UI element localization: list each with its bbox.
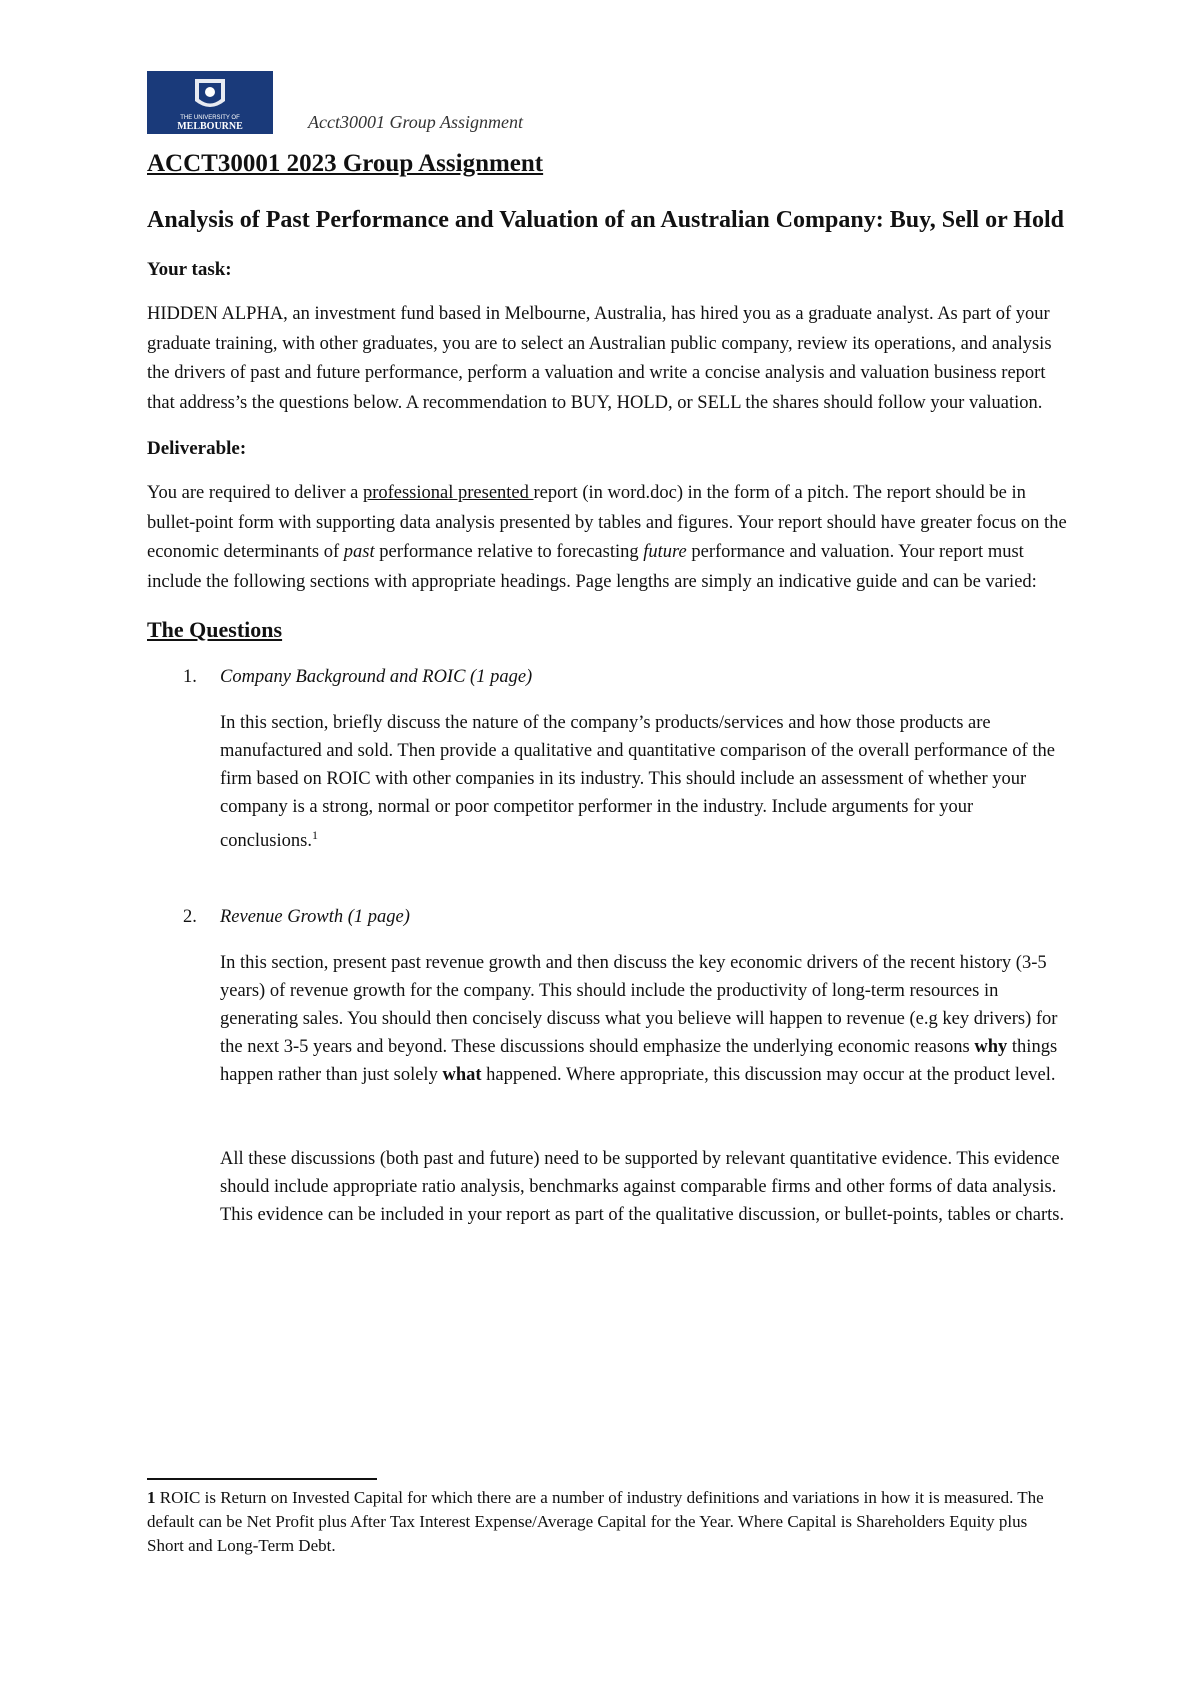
task-label: Your task: [147, 259, 232, 280]
task-paragraph: HIDDEN ALPHA, an investment fund based in Melbourne, Australia, has hired you as a graduate analyst. As part of your graduate training, with other graduates, you are to select an Australian public company, review its operations, and analysis the drivers of past and future performance, perform a valuation and write a concise analysis and valuation business report that address’s the questions below. A recommendation to BUY, HOLD, or SELL the shares should follow your valuation. [147, 304, 1052, 413]
deliverable-italic-future: future [643, 542, 687, 562]
document-body [147, 148, 1067, 1269]
footnote-divider [147, 1478, 377, 1480]
logo-text-bottom: MELBOURNE [177, 121, 243, 132]
bold-why: why [974, 1037, 1008, 1058]
question-title: Revenue Growth (1 page) [220, 907, 410, 928]
question-title: Company Background and ROIC (1 page) [220, 667, 533, 687]
question-body [220, 709, 1067, 855]
question-body-text: In this section, briefly discuss the nature of the company’s products/services and how those products are manufactured and sold. Then provide a qualitative and quantitative comparison of the overall performance of the firm based on ROIC with other companies in its industry. This should include an assessment of whether your company is a strong, normal or poor competitor performer in the industry. Include arguments for your conclusions. [220, 713, 1055, 852]
document-title: ACCT30001 2023 Group Assignment [147, 150, 544, 177]
footnote-ref: 1 [311, 828, 318, 842]
footnote-number: 1 [147, 1488, 156, 1507]
university-logo [147, 71, 273, 134]
question-item [147, 663, 1067, 855]
deliverable-text-2: report (in word.doc) in the form of a pitch. The report should be in bullet-point form with supporting data analysis presented by tables and figures. Your report should have greater focus on the economic determinants of [147, 483, 1067, 562]
deliverable-label: Deliverable: [147, 438, 247, 459]
question-body [220, 949, 1067, 1089]
crest-icon [147, 71, 273, 134]
question-number: 2. [183, 907, 197, 928]
question-heading [147, 903, 1067, 931]
bold-what: what [442, 1065, 482, 1086]
deliverable-text-1: You are required to deliver a [147, 483, 363, 503]
footnote [147, 1486, 1067, 1558]
deliverable-underlined-text: professional presented [362, 483, 534, 503]
question-heading [147, 663, 1067, 691]
deliverable-paragraph [147, 479, 1067, 597]
question-body-text: happened. Where appropriate, this discussion may occur at the product level. [481, 1065, 1056, 1086]
question-body-text: things happen rather than just solely [220, 1037, 1058, 1086]
deliverable-italic-past: past [343, 542, 375, 562]
deliverable-text-4: performance and valuation. Your report must include the following sections with appropriate headings. Page lengths are simply an indicative guide and can be varied: [147, 542, 1037, 592]
question-body-text: In this section, present past revenue growth and then discuss the key economic drivers of the recent history (3-5 years) of revenue growth for the company. This should include the productivity of long-term resources in generating sales. You should then concisely discuss what you believe will happen to revenue (e.g key drivers) for the next 3-5 years and beyond. These discussions should emphasize the underlying economic reasons [220, 953, 1058, 1058]
question-item [147, 903, 1067, 1229]
question-body-evidence: All these discussions (both past and future) need to be supported by relevant quantitative evidence. This evidence should include appropriate ratio analysis, benchmarks against comparable firms and other forms of data analysis. This evidence can be included in your report as part of the qualitative discussion, or bullet-points, tables or charts. [220, 1149, 1065, 1226]
running-header-title: Acct30001 Group Assignment [308, 112, 523, 132]
document-subtitle: Analysis of Past Performance and Valuation of an Australian Company: Buy, Sell or Hold [147, 207, 1064, 233]
deliverable-text-3: performance relative to forecasting [374, 542, 644, 562]
question-number: 1. [183, 667, 197, 687]
footnote-text: ROIC is Return on Invested Capital for which there are a number of industry definitions and variations in how it is measured. The default can be Net Profit plus After Tax Interest Expense/Average Capital for the Year. Where Capital is Shareholders Equity plus Short and Long-Term Debt. [147, 1488, 1044, 1555]
questions-heading: The Questions [147, 617, 283, 642]
logo-text-top: THE UNIVERSITY OF [180, 115, 240, 121]
